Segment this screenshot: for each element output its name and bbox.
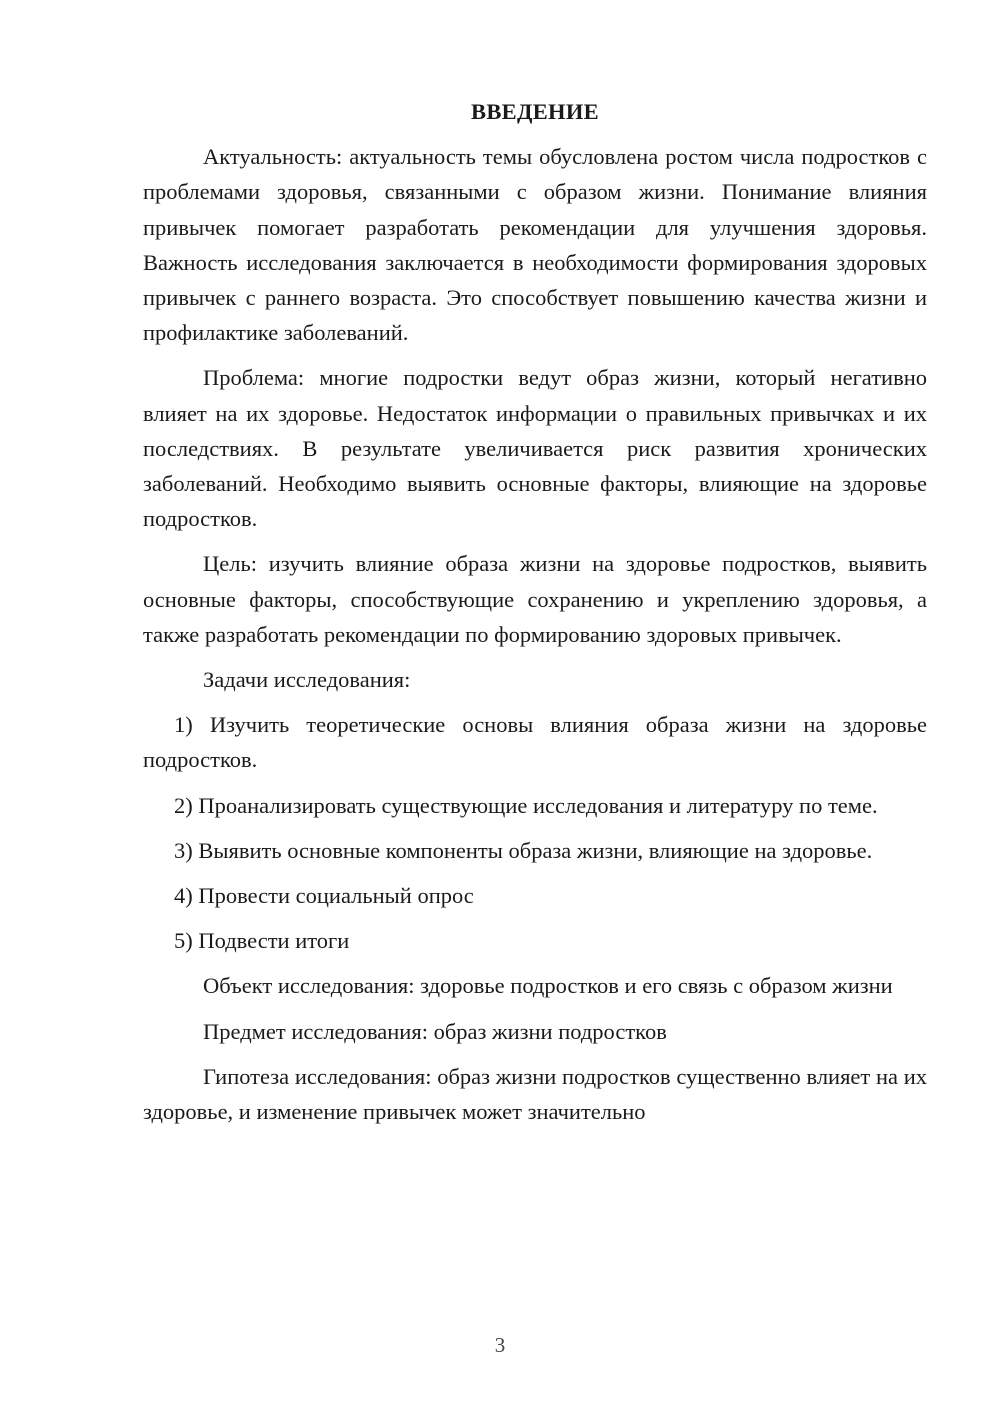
goal-paragraph: Цель: изучить влияние образа жизни на здоровье подростков, выявить основные факторы, способствующие сохранению и укреплению здоровья, а также разработать рекомендации по формированию здоровых привычек. [143, 551, 927, 647]
task-item-3: 3) Выявить основные компоненты образа жизни, влияющие на здоровье. [174, 837, 873, 863]
page-number: 3 [494, 1333, 506, 1357]
task-item-2: 2) Проанализировать существующие исследования и литературу по теме. [174, 792, 878, 818]
tasks-heading: Задачи исследования: [203, 667, 411, 693]
object-paragraph: Объект исследования: здоровье подростков и его связь с образом жизни [203, 973, 893, 999]
relevance-paragraph: Актуальность: актуальность темы обусловлена ростом числа подростков с проблемами здоровья, связанными с образом жизни. Понимание влияния привычек помогает разработать рекомендации для улучшения здоровья. Важность исследования заключается в необходимости формирования здоровых привычек с раннего возраста. Это способствует повышению качества жизни и профилактике заболеваний. [143, 144, 927, 346]
hypothesis-paragraph: Гипотеза исследования: образ жизни подростков существенно влияет на их здоровье, и изменение привычек может значительно [143, 1063, 927, 1125]
task-item-1: 1) Изучить теоретические основы влияния образа жизни на здоровье подростков. [143, 712, 927, 773]
task-item-4: 4) Провести социальный опрос [174, 883, 474, 909]
section-title: ВВЕДЕНИЕ [471, 99, 599, 124]
problem-paragraph: Проблема: многие подростки ведут образ жизни, который негативно влияет на их здоровье. Недостаток информации о правильных привычках и их последствиях. В результате увеличивается риск развития хронических заболеваний. Необходимо выявить основные факторы, влияющие на здоровье подростков. [143, 365, 927, 532]
task-item-5: 5) Подвести итоги [174, 928, 350, 954]
page-content [143, 94, 927, 1129]
subject-paragraph: Предмет исследования: образ жизни подростков [203, 1018, 667, 1044]
